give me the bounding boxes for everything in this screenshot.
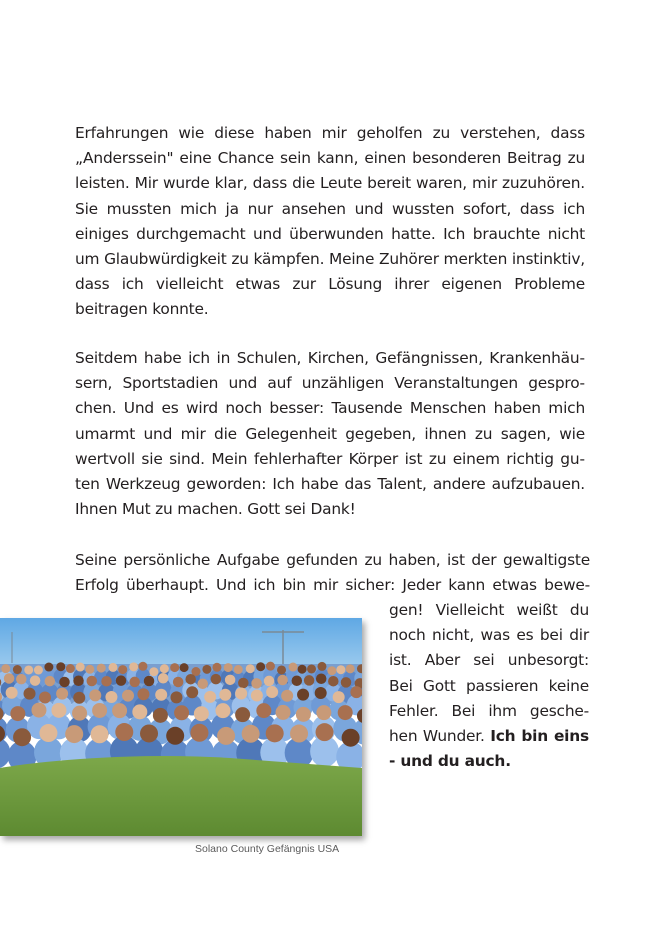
paragraph-2: Seitdem habe ich in Schulen, Kirchen, Gefängnissen, Krankenhäusern, Sportstadien und auf unzähligen Veranstaltungen gesprochen. Und es wird noch besser: Tausende Menschen haben mich umarmt und mir die Gelegenheit gegeben, ihnen zu sagen, wie wertvoll sie sind. Mein fehlerhafter Körper ist zu einem richtig guten Werkzeug geworden: Ich habe das Talent, andere aufzubauen. Ihnen Mut zu machen. Gott sei Dank! xyxy=(75,349,585,519)
side-line-text: hen Wunder. xyxy=(389,727,485,746)
side-line: gen! Vielleicht weißt du xyxy=(389,601,589,619)
side-text xyxy=(389,598,589,774)
paragraph-3-line-2: Erfolg überhaupt. Und ich bin mir sicher: Jeder kann etwas bewe- xyxy=(75,576,590,595)
closing-bold-1: Ich bin eins xyxy=(490,727,589,746)
side-line: ist. Aber sei unbesorgt: xyxy=(389,651,589,670)
side-line-text: Fehler. Bei ihm gesche- xyxy=(389,701,589,720)
side-line: noch nicht, was es bei dir xyxy=(389,626,589,645)
paragraph-1: Erfahrungen wie diese haben mir geholfen zu verstehen, dass „Anderssein" eine Chance sein kann, einen besonderen Beitrag zu leisten. Mir wurde klar, dass die Leute bereit waren, mir zuzuhören. Sie mussten mich ja nur ansehen und wussten sofort, dass ich einiges durchgemacht und überwunden hatte. Ich brauchte nicht um Glaubwürdigkeit zu kämpfen. Meine Zuhörer merkten instinktiv, dass ich vielleicht etwas zur Lösung ihrer eigenen Probleme beitragen konnte. xyxy=(75,124,585,319)
photo-caption: Solano County Gefängnis USA xyxy=(195,843,340,855)
side-line xyxy=(389,724,589,749)
side-line xyxy=(389,749,589,774)
side-line xyxy=(389,699,589,724)
side-line: Bei Gott passieren keine xyxy=(389,676,589,695)
group-photo xyxy=(0,618,362,836)
closing-bold-2: - und du auch. xyxy=(389,752,511,771)
paragraph-3 xyxy=(75,548,590,598)
paragraph-3-line-1: Seine persönliche Aufgabe gefunden zu haben, ist der gewaltigste xyxy=(75,551,590,569)
